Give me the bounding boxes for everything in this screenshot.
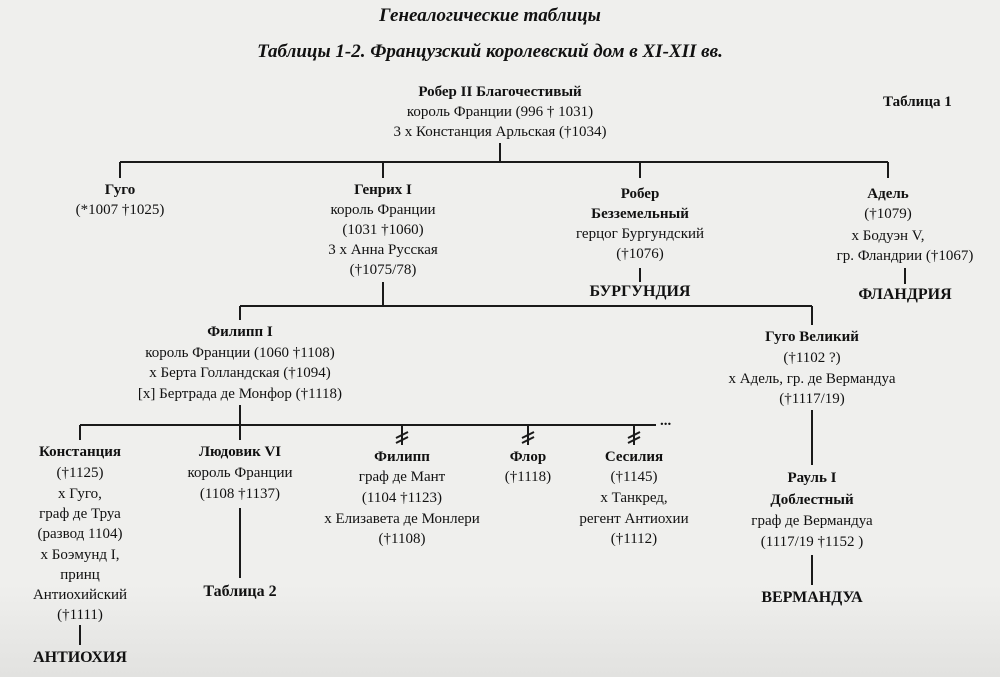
constance-line: (†1125) xyxy=(56,465,104,481)
philippe-name: Филипп I xyxy=(207,324,273,340)
cecile-name: Сесилия xyxy=(604,449,664,465)
louis-title: король Франции xyxy=(187,465,293,481)
cecile-dates: (†1145) xyxy=(610,469,658,485)
house-antioch: АНТИОХИЯ xyxy=(33,649,127,666)
root-title: король Франции (996 † 1031) xyxy=(406,104,594,120)
constance-line: х Боэмунд I, xyxy=(40,547,120,563)
henri-dates: (1031 †1060) xyxy=(342,222,424,238)
constance-line: Антиохийский xyxy=(32,587,128,603)
house-vermandois: ВЕРМАНДУА xyxy=(761,589,863,606)
philippe-mant-spouse: х Елизавета де Монлери xyxy=(324,511,480,527)
constance-line: х Гуго, xyxy=(58,486,102,502)
philippe-mant-title: граф де Мант xyxy=(358,469,446,485)
henri-title: король Франции xyxy=(330,202,436,218)
hugo-great-name: Гуго Великий xyxy=(765,329,859,345)
robert-dates: (†1076) xyxy=(616,246,664,262)
continuation-mark: ... xyxy=(660,413,672,429)
root-spouse: 3 х Констанция Арльская (†1034) xyxy=(393,124,607,140)
raoul-dates: (1117/19 †1152 ) xyxy=(760,534,864,550)
robert-name-2: Безземельный xyxy=(591,206,689,222)
robert-title: герцог Бургундский xyxy=(575,226,705,242)
hugo-name: Гуго xyxy=(104,182,136,198)
constance-line: принц xyxy=(60,567,100,583)
philippe-spouse-2: [х] Бертрада де Монфор (†1118) xyxy=(137,386,343,402)
root-name: Робер II Благочестивый xyxy=(418,84,582,100)
raoul-name-2: Доблестный xyxy=(770,492,854,508)
adele-name: Адель xyxy=(867,186,909,202)
page-subtitle: Таблицы 1-2. Французский королевский дом в XI-XII вв. xyxy=(257,41,723,62)
house-burgundy: БУРГУНДИЯ xyxy=(589,283,691,300)
raoul-title: граф де Вермандуа xyxy=(751,513,873,529)
louis-name: Людовик VI xyxy=(198,444,282,460)
cecile-spouse-dates: (†1112) xyxy=(610,531,658,547)
hugo-great-dates: (†1102 ?) xyxy=(783,350,841,366)
flor-dates: (†1118) xyxy=(504,469,552,485)
table-label: Таблица 1 xyxy=(883,94,952,110)
philippe-title: король Франции (1060 †1108) xyxy=(145,345,335,361)
house-flanders: ФЛАНДРИЯ xyxy=(858,286,952,303)
philippe-mant-dates: (1104 †1123) xyxy=(361,490,443,506)
louis-dates: (1108 †1137) xyxy=(199,486,281,502)
table-2-reference: Таблица 2 xyxy=(203,583,277,600)
flor-name: Флор xyxy=(509,449,547,465)
cecile-spouse: х Танкред, xyxy=(600,490,668,506)
philippe-mant-name: Филипп xyxy=(374,449,430,465)
adele-spouse-title: гр. Фландрии (†1067) xyxy=(836,248,974,264)
raoul-name-1: Рауль I xyxy=(787,470,837,486)
hugo-dates: (*1007 †1025) xyxy=(75,202,165,218)
henri-spouse: 3 х Анна Русская xyxy=(328,242,438,258)
cecile-spouse-title: регент Антиохии xyxy=(579,511,689,527)
philippe-spouse-1: х Берта Голландская (†1094) xyxy=(149,365,331,381)
adele-spouse: х Бодуэн V, xyxy=(851,228,925,244)
henri-spouse-dates: (†1075/78) xyxy=(349,262,417,278)
constance-line: (†1111) xyxy=(57,607,103,623)
adele-dates: (†1079) xyxy=(864,206,912,222)
robert-name-1: Робер xyxy=(620,186,660,202)
henri-name: Генрих I xyxy=(354,182,412,198)
constance-line: (развод 1104) xyxy=(37,526,123,542)
constance-line: граф де Труа xyxy=(39,506,121,522)
philippe-mant-spouse-dates: (†1108) xyxy=(378,531,426,547)
hugo-great-spouse-dates: (†1117/19) xyxy=(779,391,845,407)
hugo-great-spouse: х Адель, гр. де Вермандуа xyxy=(728,371,896,387)
constance-name: Констанция xyxy=(38,444,122,460)
page-title: Генеалогические таблицы xyxy=(379,5,601,26)
